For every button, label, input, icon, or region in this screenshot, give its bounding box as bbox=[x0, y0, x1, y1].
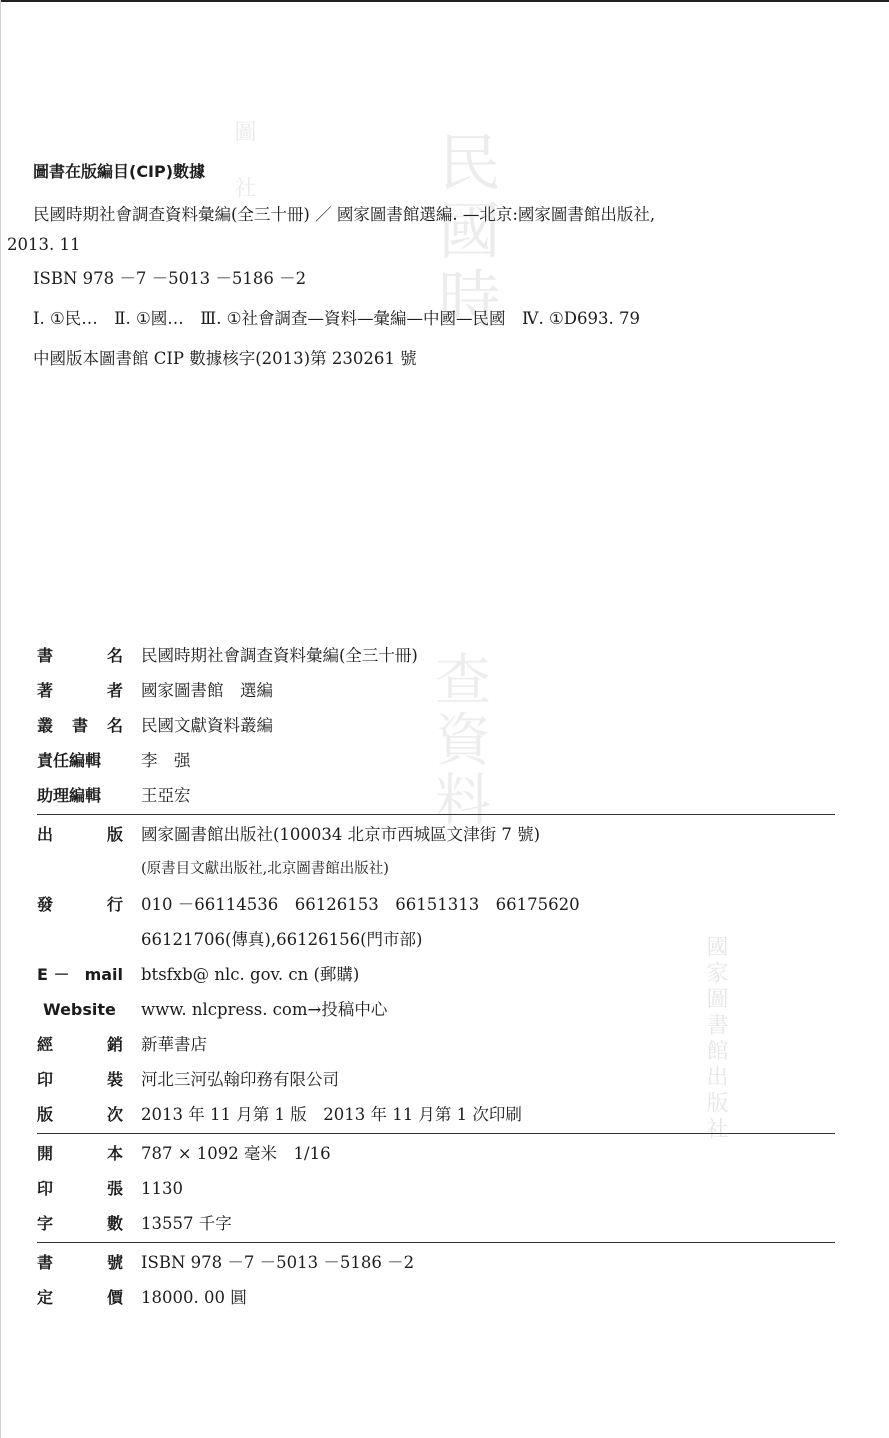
page-edge bbox=[0, 0, 1, 1438]
row-label: 責任編輯 bbox=[37, 751, 102, 770]
row-value: 國家圖書館出版社(100034 北京市西城區文津街 7 號) (原書目文獻出版社,北京圖書館出版社) bbox=[141, 825, 541, 877]
colophon-row-assistant-editor bbox=[37, 778, 835, 813]
row-value: 010 －66114536 66126153 66151313 66175620 66121706(傳真),66126156(門市部) bbox=[141, 895, 580, 949]
colophon-row-website bbox=[37, 992, 835, 1027]
row-label: 助理編輯 bbox=[37, 786, 102, 805]
colophon-row-author bbox=[37, 673, 835, 708]
row-label: 叢 書 名 bbox=[37, 716, 123, 735]
row-value: 新華書店 bbox=[141, 1035, 207, 1054]
colophon-row-sheets bbox=[37, 1171, 835, 1206]
cip-year-line: 2013. 11 bbox=[7, 235, 81, 254]
colophon-row-editor bbox=[37, 743, 835, 778]
row-value: www. nlcpress. com→投稿中心 bbox=[141, 1000, 388, 1019]
cip-classification-line: Ⅰ. ①民… Ⅱ. ①國… Ⅲ. ①社會調查—資料—彙編—中國—民國 Ⅳ. ①D693. 79 bbox=[33, 309, 640, 328]
row-label: 著 者 bbox=[37, 681, 123, 700]
divider bbox=[37, 814, 835, 815]
row-value: 民國文獻資料叢編 bbox=[141, 716, 273, 735]
row-value: ISBN 978 －7 －5013 －5186 －2 bbox=[141, 1253, 415, 1272]
cip-heading: 圖書在版編目(CIP)數據 bbox=[33, 162, 206, 181]
row-value: 13557 千字 bbox=[141, 1214, 232, 1233]
cip-block bbox=[7, 155, 863, 377]
row-label: 字 數 bbox=[37, 1214, 123, 1233]
colophon-row-edition bbox=[37, 1097, 835, 1132]
row-value: 河北三河弘翰印務有限公司 bbox=[141, 1070, 339, 1089]
cip-isbn-line: ISBN 978 －7 －5013 －5186 －2 bbox=[33, 269, 307, 288]
cip-title-line: 民國時期社會調查資料彙編(全三十冊) ／ 國家圖書館選編. —北京:國家圖書館出版社, bbox=[33, 205, 656, 224]
divider bbox=[37, 1133, 835, 1134]
row-label: 出 版 bbox=[37, 825, 123, 844]
colophon-row-format bbox=[37, 1136, 835, 1171]
row-value: 18000. 00 圓 bbox=[141, 1288, 247, 1307]
colophon-row-email bbox=[37, 957, 835, 992]
row-label: 發 行 bbox=[37, 895, 123, 914]
row-value: 王亞宏 bbox=[141, 786, 191, 805]
row-value: 民國時期社會調查資料彙編(全三十冊) bbox=[141, 646, 418, 665]
row-value: btsfxb@ nlc. gov. cn (郵購) bbox=[141, 965, 360, 984]
row-label: 版 次 bbox=[37, 1105, 123, 1124]
row-label: 印 張 bbox=[37, 1179, 123, 1198]
colophon-row-book-number bbox=[37, 1245, 835, 1280]
row-label: Website bbox=[43, 1000, 116, 1019]
row-label: 書 名 bbox=[37, 646, 123, 665]
row-label: E － mail bbox=[37, 965, 123, 984]
row-value: 國家圖書館 選編 bbox=[141, 681, 273, 700]
show-through-ghost: 民國時 bbox=[428, 130, 501, 334]
row-label: 經 銷 bbox=[37, 1035, 123, 1054]
show-through-ghost: 圖 社 bbox=[231, 120, 256, 204]
colophon-row-price bbox=[37, 1280, 835, 1315]
row-label: 定 價 bbox=[37, 1288, 123, 1307]
top-rule bbox=[0, 0, 889, 2]
row-label: 印 裝 bbox=[37, 1070, 123, 1089]
cip-check-number-line: 中國版本圖書館 CIP 數據核字(2013)第 230261 號 bbox=[33, 349, 417, 368]
divider bbox=[37, 1242, 835, 1243]
row-label: 書 號 bbox=[37, 1253, 123, 1272]
row-value: 2013 年 11 月第 1 版 2013 年 11 月第 1 次印刷 bbox=[141, 1105, 522, 1124]
show-through-ghost: 查資料 bbox=[426, 650, 491, 830]
colophon-row-seller bbox=[37, 1027, 835, 1062]
colophon-row-printer bbox=[37, 1062, 835, 1097]
row-value: 李 强 bbox=[141, 751, 191, 770]
colophon-row-word-count bbox=[37, 1206, 835, 1241]
row-value: 1130 bbox=[141, 1179, 183, 1198]
colophon-row-series bbox=[37, 708, 835, 743]
colophon-row-distribution bbox=[37, 887, 835, 957]
row-value: 787 × 1092 毫米 1/16 bbox=[141, 1144, 331, 1163]
colophon-table bbox=[37, 638, 835, 1315]
colophon-row-publisher bbox=[37, 817, 835, 887]
row-label: 開 本 bbox=[37, 1144, 123, 1163]
colophon-row-book-name bbox=[37, 638, 835, 673]
show-through-ghost: 國家圖書館出版社 bbox=[703, 935, 728, 1143]
